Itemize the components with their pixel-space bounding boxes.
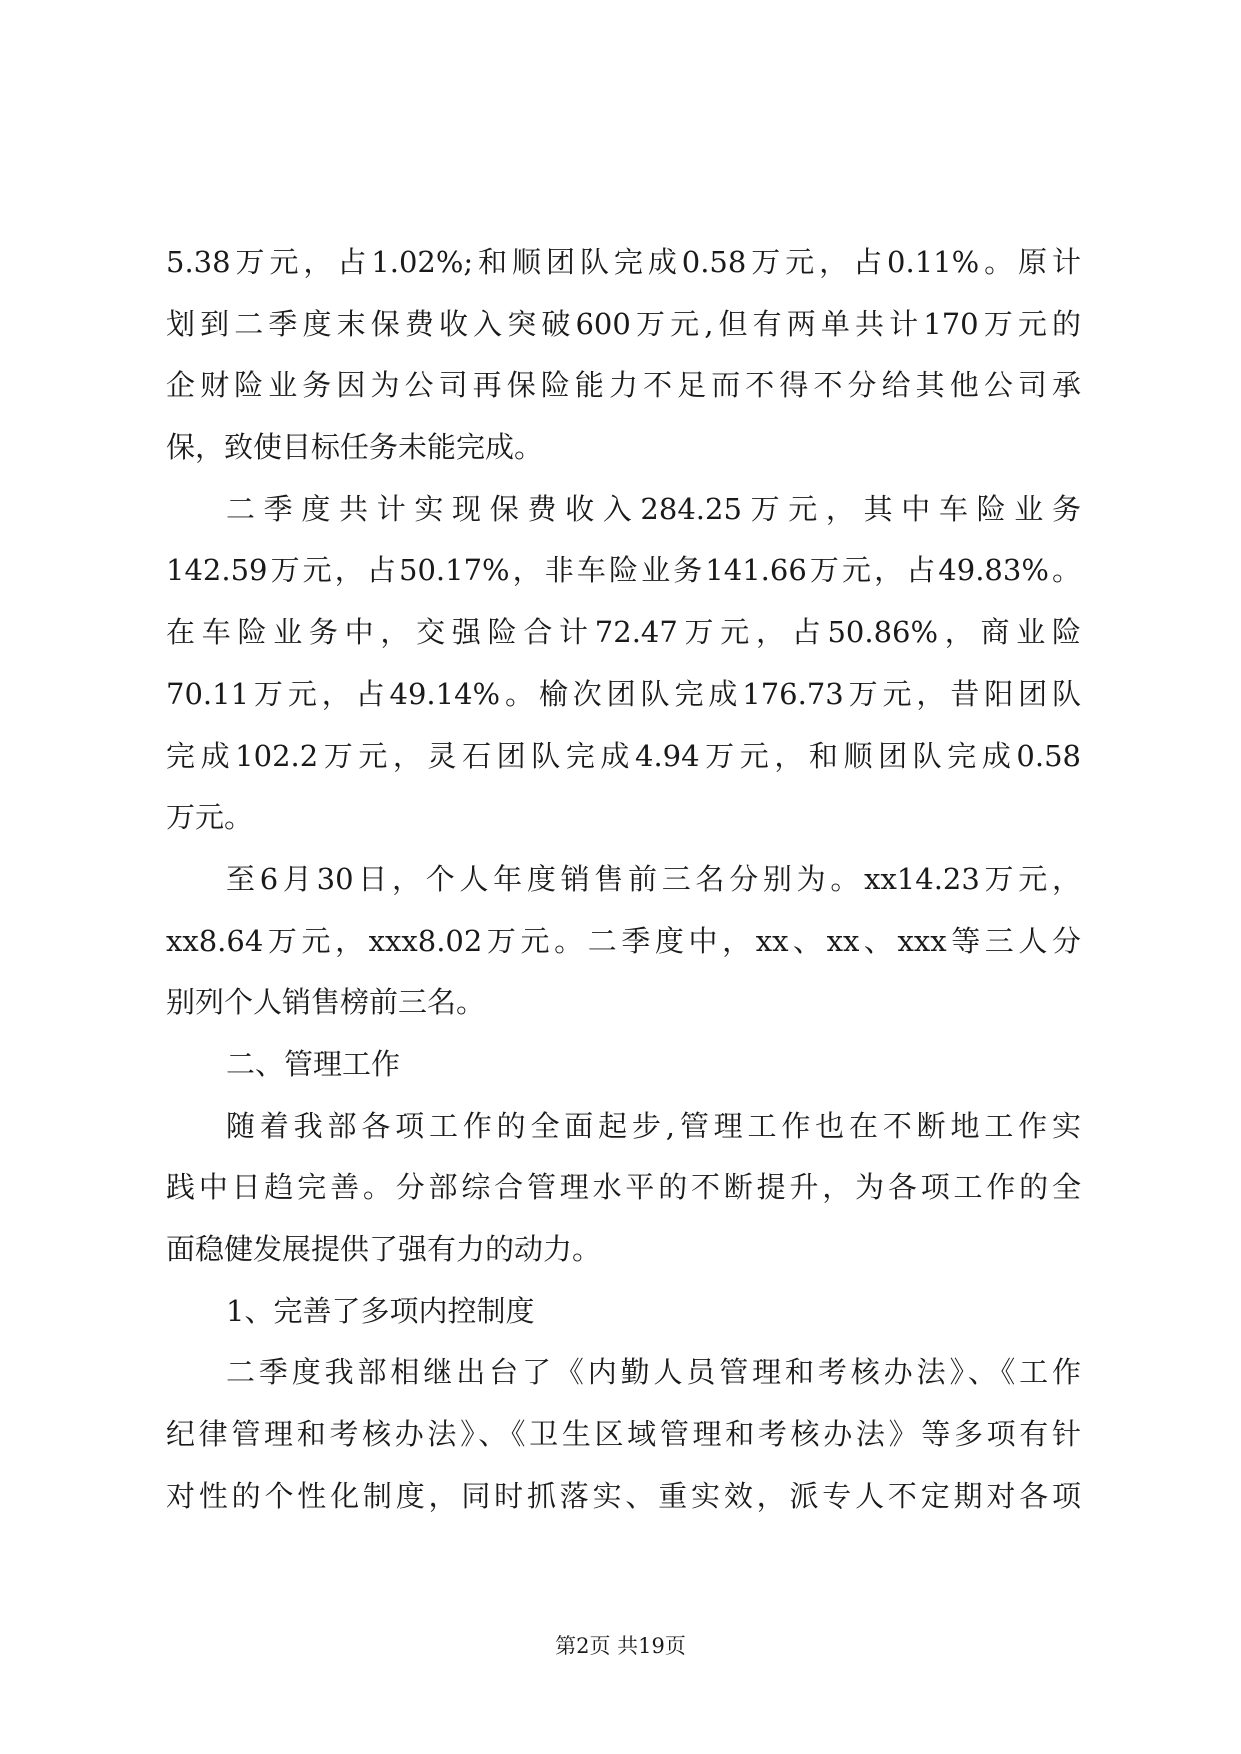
text-line: 对性的个性化制度，同时抓落实、重实效，派专人不定期对各项 bbox=[166, 1478, 1081, 1513]
text-line: 142.59万元，占50.17%，非车险业务141.66万元，占49.83%。 bbox=[166, 553, 1081, 588]
text-line: 万元。 bbox=[166, 800, 254, 835]
page-number: 第2页 共19页 bbox=[555, 1634, 686, 1658]
text-line: 5.38万元，占1.02%;和顺团队完成0.58万元，占0.11%。原计 bbox=[166, 245, 1081, 279]
document-body bbox=[166, 232, 1081, 1527]
text-line: 70.11万元，占49.14%。榆次团队完成176.73万元，昔阳团队 bbox=[166, 676, 1081, 711]
section-heading: 二、管理工作 bbox=[226, 1046, 401, 1081]
text-line: 二季度我部相继出台了《内勤人员管理和考核办法》、《工作 bbox=[226, 1355, 1081, 1390]
text-line: xx8.64万元，xxx8.02万元。二季度中，xx、xx、xxx等三人分 bbox=[166, 923, 1081, 958]
text-line: 划到二季度末保费收入突破600万元,但有两单共计170万元的 bbox=[166, 306, 1081, 341]
text-line: 纪律管理和考核办法》、《卫生区域管理和考核办法》等多项有针 bbox=[166, 1417, 1081, 1452]
text-line: 企财险业务因为公司再保险能力不足而不得不分给其他公司承 bbox=[166, 368, 1081, 403]
subsection-heading: 1、完善了多项内控制度 bbox=[226, 1293, 535, 1328]
text-line: 完成102.2万元，灵石团队完成4.94万元，和顺团队完成0.58 bbox=[166, 738, 1081, 773]
text-line: 随着我部各项工作的全面起步,管理工作也在不断地工作实 bbox=[226, 1108, 1081, 1143]
text-line: 面稳健发展提供了强有力的动力。 bbox=[166, 1232, 602, 1266]
text-line: 别列个人销售榜前三名。 bbox=[166, 985, 486, 1020]
text-line: 保，致使目标任务未能完成。 bbox=[166, 430, 544, 465]
text-line: 在车险业务中，交强险合计72.47万元，占50.86%，商业险 bbox=[166, 615, 1081, 650]
text-line: 践中日趋完善。分部综合管理水平的不断提升，为各项工作的全 bbox=[166, 1170, 1081, 1205]
text-line: 二季度共计实现保费收入284.25万元，其中车险业务 bbox=[226, 491, 1081, 526]
text-line: 至6月30日，个人年度销售前三名分别为。xx14.23万元， bbox=[226, 861, 1081, 896]
